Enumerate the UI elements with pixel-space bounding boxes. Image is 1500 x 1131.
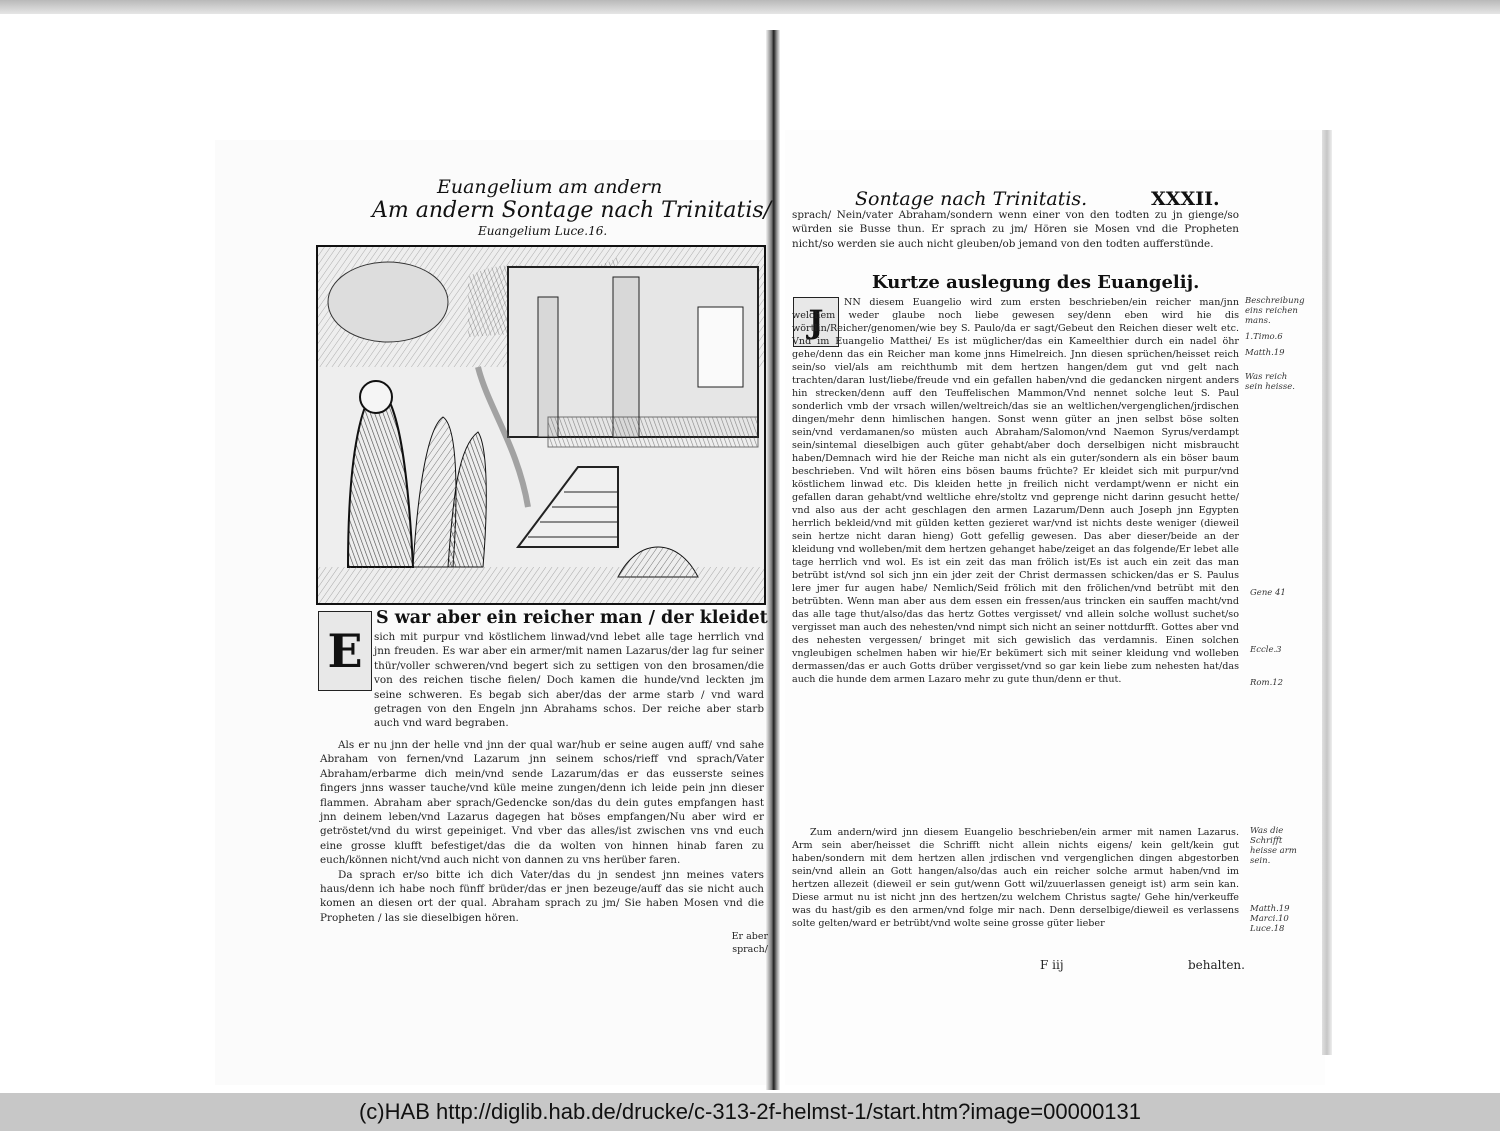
right-catchword: behalten. xyxy=(1188,958,1245,972)
right-continuation: sprach/ Nein/vater Abraham/sondern wenn einer von den todten zu jn gienge/so würden sie Busse thun. Er sprach zu jm/ Hören sie Mosen vnd die Propheten nicht/so werden sie auch nicht gleuben/ob jemand von den todten aufferstünde. xyxy=(792,209,1239,250)
right-paragraph-2: Zum andern/wird jnn diesem Euangelio beschrieben/ein armer mit namen Lazarus. Arm sein aber/heisset die Schrifft nicht allein nichts eigens/ kein gelt/kein gut haben/sondern mit dem hertzen allen jrdischen vnd vergenglichen dingen abgestorben sein/vnd allein an Gott hangen/also/das auch ein reicher solche armut haben/vnd im hertzen allezeit (dieweil er sein gut/wenn Gott wil/zuuerlassen geneigt ist) arm sein kan. Diese armut nu ist nicht jnn des hertzen/zu welchem Christus sagte/ Gehe hin/verkeuffe was du hast/gib es den armen/vnd folge mir nach. Denn derselbige/dieweil es verlassens solte gelten/ward er betrübt/vnd wolte seine grosse güter lieber xyxy=(792,827,1239,929)
left-paragraph-2: Als er nu jnn der helle vnd jnn der qual war/hub er seine augen auff/ vnd sahe Abraham von fernen/vnd Lazarum jnn seinem schos/rieff vnd sprach/Vater Abraham/erbarme dich mein/vnd sende Lazarum/das er das eusserste seines fingers jnns wasser tauche/vnd küle meine zungen/denn ich leide pein jnn dieser flammen. Abraham aber sprach/Gedencke son/das du dein gutes empfangen hast jnn deinem leben/vnd Lazarus dagegen hat böses empfangen/Nu aber wird er getröstet/vnd du wirst gepeiniget. Vnd vber das alles/ist zwischen vns vnd euch eine grosse klufft befestiget/das die da wolten von hinnen hinab faren zu euch/können nicht/vnd auch nicht von dannen zu vns herüber faren. xyxy=(320,739,764,867)
right-initial-letter: J xyxy=(793,297,839,347)
margin-note-2: 1.Timo.6 xyxy=(1245,332,1283,342)
right-paragraph-1: NN diesem Euangelio wird zum ersten beschrieben/ein reicher man/jnn welchem weder glaube noch liebe gewesen sey/denn eben wird hie dis wörtlin/Reicher/genomen/wie bey S. Paulo/da er sagt/Gebeut den Reichen dieser welt etc. Vnd im Euangelio Matthei/ Es ist müglicher/das ein Kameelthier durch ein nadel öhr gehe/denn das ein Reicher man kome jnns Himelreich. Jnn diesen sprüchen/heisset reich sein/so viel/als am reichthumb mit dem hertzen hangen/dem gut vnd gelt nach trachten/daran lust/liebe/freude vnd ein gefallen haben/vnd die gedancken nirgent anders hin strecken/denn auff den Teuffelischen Mammon/Vnd nennet solche leut S. Paul sonderlich vmb der vrsach willen/weltreich/das sie an weltlichen/vergenglichen/jrdischen dingen/mehr denn himlischen hangen. Sonst wenn güter an jnen selbst böse solten sein/vnd verdamanen/so müsten auch Abraham/Salomon/vnd Naemon Syrus/verdampt sein/sintemal dieselbigen auch güter gehabt/aber doch derselbigen nicht misbraucht haben/Demnach wird hie der Reiche man nicht als ein guter/sondern als ein böser baum beschrieben. Vnd wilt hören eins bösen baums früchte? Er kleidet sich mit purpur/vnd köstlichem linwad etc. Dis kleiden hette jn freilich nicht verdampt/wenn er nicht ein gefallen daran gehabt/vnd weltliche ehre/stoltz vnd geprenge nicht darinn gesucht hette/ vnd also aus der acht geschlagen den armen Lazarum/Denn auch Joseph jnn Egypten herrlich bekleid/vnd mit gülden ketten gezieret war/vnd ist nichts deste weniger (dieweil sein hertze nicht daran hieng) Gott gefellig gewesen. Das aber dieser/beide an der kleidung vnd wolleben/mit dem hertzen gehanget habe/zeiget an das folgende/Er lebet alle tage herrlich vnd wol. Es ist ein zeit das man frölich ist/Es ist auch ein zeit das man betrübt ist/vnd sol sich jnn ein jder zeit der Christ dermassen schicken/das er S. Paulus lere jmer fur augen habe/ Nemlich/Seid frölich mit den frölichen/vnd betrübt mit den betrübten. Wenn man aber aus dem essen ein fressen/aus trincken ein sauffen macht/vnd das alle tage thut/also/das das hertz Gottes vergisset/ vnd allein solche wollust suchet/so vergisset man auch des nehesten/vnd nimpt sich nicht an seiner nottdurfft. Gottes aber vnd des nehesten vergessen/ bringet mit sich gewislich das verdamnis. Einen solchen vngleubigen schelmen haben wir hie/Er bekümert sich mit seiner kleidung vnd wolleben dermassen/das er auch Gotts drüber vergisset/vnd so gar kein liebe zum nehesten hat/das auch die hunde dem armen Lazaro mehr zu gute thun/denn er thut. xyxy=(792,297,1239,685)
margin-note-9: Matth.19 Marci.10 Luce.18 xyxy=(1250,904,1290,934)
margin-note-8: Was die Schrifft heisse arm sein. xyxy=(1250,826,1297,866)
margin-note-3: Matth.19 xyxy=(1245,348,1285,358)
footer-attribution: (c)HAB http://diglib.hab.de/drucke/c-313-2f-helmst-1/start.htm?image=00000131 xyxy=(0,1093,1500,1131)
right-running-head: Sontage nach Trinitatis. xyxy=(855,188,1088,210)
left-first-line: S war aber ein reicher man / der kleidet xyxy=(376,608,768,628)
right-continuation-block xyxy=(792,208,1239,251)
woodcut-image xyxy=(318,247,764,603)
book-gutter xyxy=(766,30,780,1090)
margin-note-6: Eccle.3 xyxy=(1250,645,1282,655)
margin-note-1: Beschreibung eins reichen mans. xyxy=(1245,296,1305,326)
left-para-1-block xyxy=(374,630,764,731)
page-edge xyxy=(1322,130,1332,1055)
left-body-block xyxy=(320,738,764,925)
right-signature: F iij xyxy=(1040,958,1064,972)
left-initial-letter: E xyxy=(318,611,372,691)
right-body-block-2 xyxy=(792,826,1239,930)
left-catchword: Er aber sprach/ xyxy=(731,931,768,955)
margin-note-7: Rom.12 xyxy=(1250,678,1284,688)
left-paragraph-1: sich mit purpur vnd köstlichem linwad/vnd lebet alle tage herrlich vnd jnn freuden. Es war aber ein armer/mit namen Lazarus/der lag fur seiner thür/voller schweren/vnd begert sich zu settigen von den brosamen/die von des reichen tische fielen/ Doch kamen die hunde/vnd leckten jm seine schweren. Es begab sich aber/das der arme starb / vnd ward getragen von den Engeln jnn Abrahams schos. Der reiche aber starb auch vnd ward begraben. xyxy=(374,631,764,730)
margin-note-4: Was reich sein heisse. xyxy=(1245,372,1295,392)
right-body-block xyxy=(792,296,1239,686)
left-title-line3: Euangelium Luce.16. xyxy=(478,224,608,238)
left-title-line1: Euangelium am andern xyxy=(437,176,663,198)
right-folio: XXXII. xyxy=(1151,188,1220,210)
left-paragraph-3: Da sprach er/so bitte ich dich Vater/das du jn sendest jnn meines vaters haus/denn ich habe noch fünff brüder/das er jnen bezeuge/auff das sie nicht auch komen an diesen ort der qual. Abraham sprach zu jm/ Sie haben Mosen vnd die Propheten / las sie dieselbigen hören. xyxy=(320,868,764,924)
left-title-line2: Am andern Sontage nach Trinitatis/ xyxy=(372,198,772,223)
woodcut-illustration xyxy=(316,245,766,605)
right-section-title: Kurtze auslegung des Euangelij. xyxy=(872,272,1200,293)
margin-note-5: Gene 41 xyxy=(1250,588,1286,598)
top-scan-band xyxy=(0,0,1500,14)
